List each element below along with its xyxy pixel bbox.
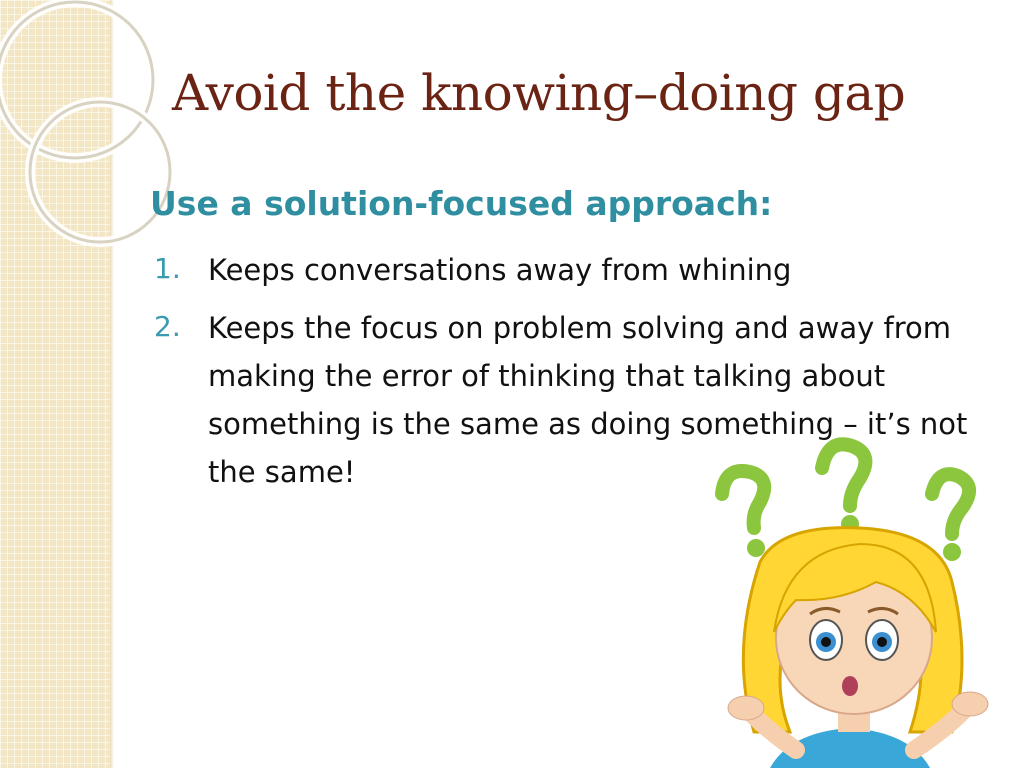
list-item-text: Keeps conversations away from whining — [208, 253, 792, 287]
list-number: 2. — [154, 310, 181, 343]
slide-title: Avoid the knowing–doing gap — [172, 64, 906, 122]
slide-subtitle: Use a solution-focused approach: — [150, 184, 773, 223]
list-item-text: Keeps the focus on problem solving and away from making the error of thinking that talking about something is the same as doing something – it’s not the same! — [208, 311, 968, 489]
list-item — [150, 246, 995, 294]
confused-girl-illustration-icon — [700, 432, 1024, 768]
list-number: 1. — [154, 252, 181, 285]
